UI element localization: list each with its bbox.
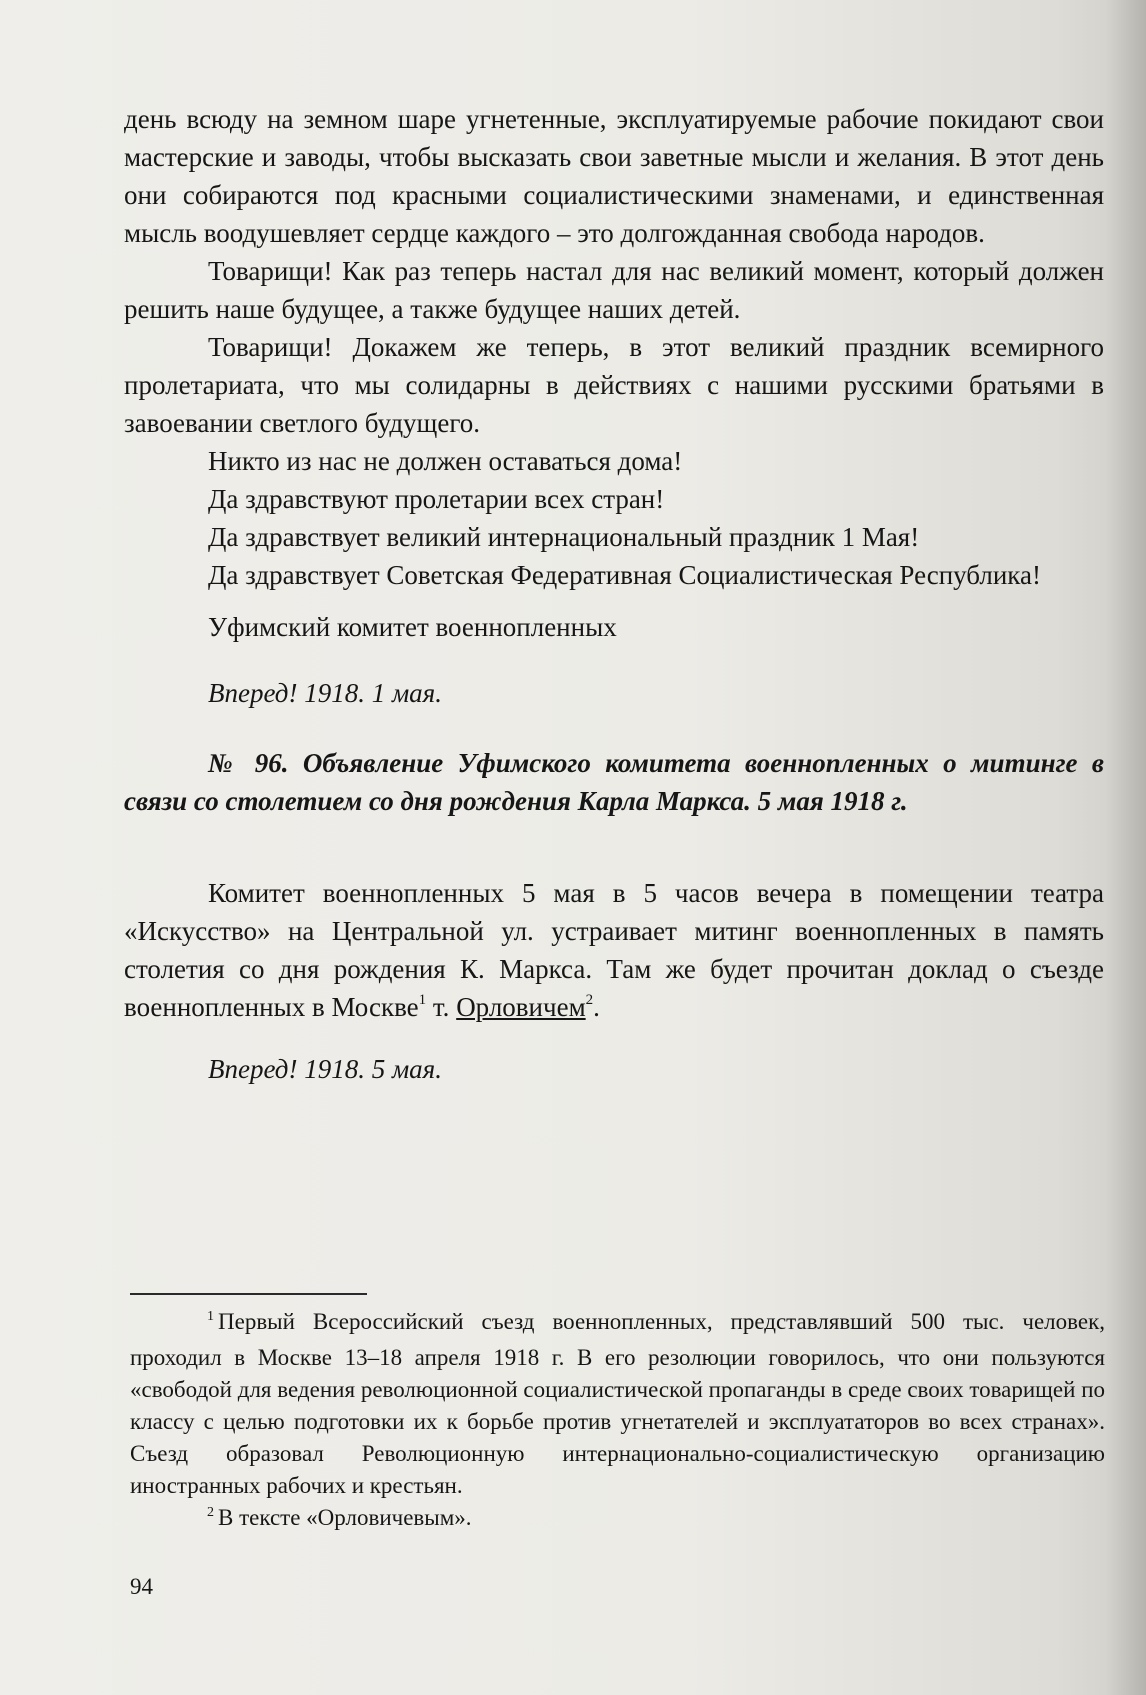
paragraph: Товарищи! Докажем же теперь, в этот великий праздник всемирного пролетариата, что мы солидарны в действиях с нашими русскими братьями в завоевании светлого будущего. [124,332,1104,438]
footnote-divider [130,1293,367,1295]
footnote-mark: 1 [207,1309,214,1324]
announcement-text-part: Комитет военнопленных 5 мая в 5 часов вечера в помещении театра «Искусство» на Центральной ул. устраивает митинг военнопленных в память столетия со дня рождения К. Маркса. Там же будет прочитан доклад о съезде военнопленных в Москве [124,878,1104,1022]
person-name: Орловичем [456,992,586,1022]
slogan: Да здравствует великий интернациональный праздник 1 Мая! [208,522,920,552]
footnote-text: Первый Всероссийский съезд военнопленных, представлявший 500 тыс. человек, проходил в Москве 13–18 апреля 1918 г. В его резолюции говорилось, что они пользуются «свободой для ведения революционной социалистической пропаганды в среде своих товарищей по классу с целью подготовки их к борьбе против угнетателей и эксплуататоров во всех странах». Съезд образовал Революционную интернационально-социалистическую организацию иностранных рабочих и крестьян. [130,1309,1105,1498]
signature: Уфимский комитет военнопленных [208,612,617,642]
announcement-text-part: т. [426,992,457,1022]
footnote [130,1306,1105,1502]
paragraph: Товарищи! Как раз теперь настал для нас великий момент, который должен решить наше будущее, а также будущее наших детей. [124,256,1104,324]
slogan: Никто из нас не должен оставаться дома! [208,446,683,476]
page-number: 94 [130,1574,153,1599]
footnote-ref: 2 [585,992,594,1008]
footnote [130,1502,1105,1538]
page-gutter-shadow [1106,0,1146,1695]
slogan: Да здравствуют пролетарии всех стран! [208,484,665,514]
footnote-mark: 2 [207,1505,214,1520]
footnotes [130,1306,1105,1538]
main-text [124,100,1104,1088]
document-title: № 96. Объявление Уфимского комитета военнопленных о митинге в связи со столетием со дня рождения Карла Маркса. 5 мая 1918 г. [124,748,1104,816]
slogan: Да здравствует Советская Федеративная Социалистическая Республика! [208,560,1041,590]
source-citation: Вперед! 1918. 5 мая. [208,1054,442,1084]
footnote-text: В тексте «Орловичевым». [218,1505,472,1530]
source-citation: Вперед! 1918. 1 мая. [208,678,442,708]
footnote-ref: 1 [418,992,427,1008]
paragraph-continued: день всюду на земном шаре угнетенные, эксплуатируемые рабочие покидают свои мастерские и заводы, чтобы высказать свои заветные мысли и желания. В этот день они собираются под красными социалистическими знаменами, и единственная мысль воодушевляет сердце каждого – это долгожданная свобода народов. [124,104,1104,248]
announcement-text [124,874,1104,1026]
announcement-text-part: . [593,992,600,1022]
